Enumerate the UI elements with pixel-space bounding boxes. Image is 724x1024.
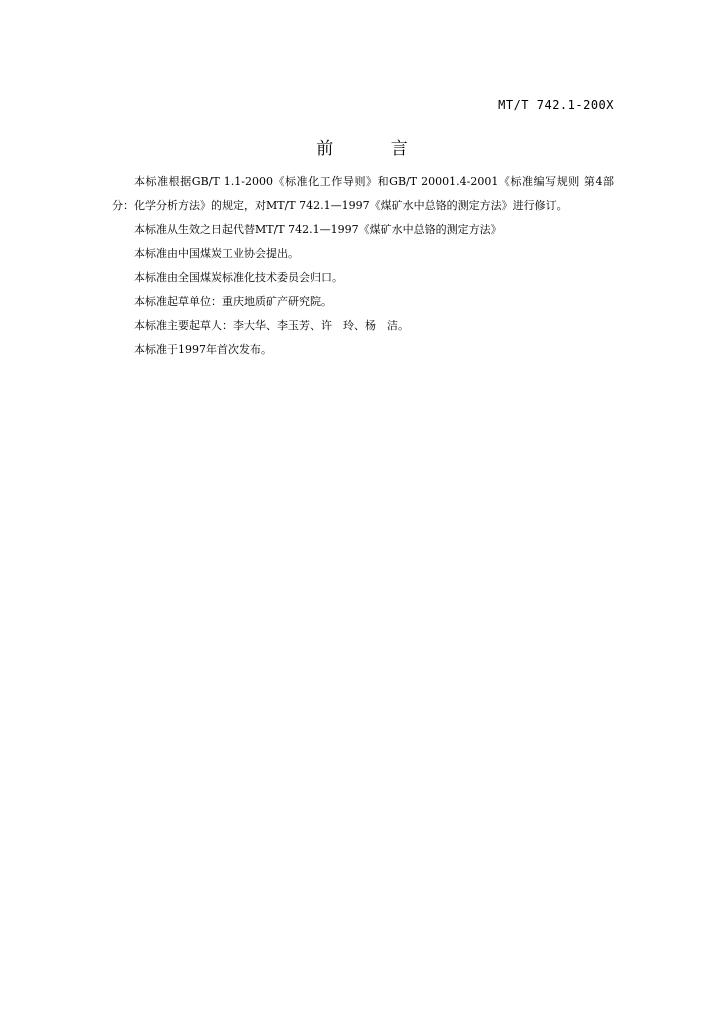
paragraph-drafting-unit: 本标准起草单位：重庆地质矿产研究院。 [134,295,332,308]
paragraph-first-release: 本标准于1997年首次发布。 [134,343,272,356]
page-title: 前 言 [316,139,434,159]
standard-code: MT/T 742.1-200X [498,98,614,112]
paragraph-proposer: 本标准由中国煤炭工业协会提出。 [134,247,299,260]
foreword-body [112,170,614,362]
paragraph-responsible-committee: 本标准由全国煤炭标准化技术委员会归口。 [134,271,343,284]
paragraph-revision-basis: 本标准根据GB/T 1.1-2000《标准化工作导则》和GB/T 20001.4-2001《标准编写规则 第4部分：化学分析方法》的规定，对MT/T 742.1—1997《煤矿水中总铬的测定方法》进行修订。 [112,175,614,212]
paragraph-drafters: 本标准主要起草人：李大华、李玉芳、许 玲、杨 洁。 [134,319,409,332]
paragraph-replacement: 本标准从生效之日起代替MT/T 742.1—1997《煤矿水中总铬的测定方法》 [134,223,502,236]
